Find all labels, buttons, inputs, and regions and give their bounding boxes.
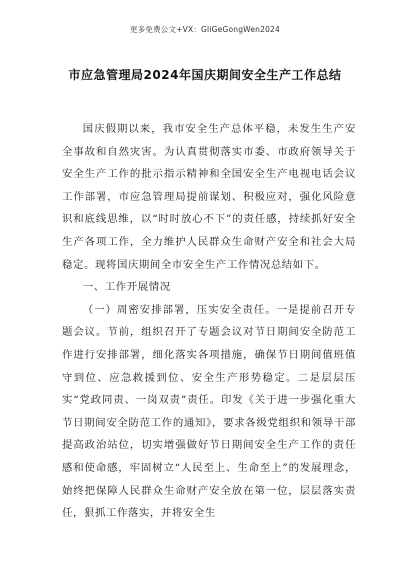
header-note: 更多免费公文+VX：GliGeGongWen2024 <box>129 25 280 34</box>
body-paragraph: （一）周密安排部署，压实安全责任。一是提前召开专题会议。节前，组织召开了专题会议对节日期间安全防范工作进行安排部署，细化落实各项措施，确保节日期间值班值守到位、应急救援到位、安全生产形势稳定。二是层层压实“党政同责、一岗双责”责任。印发《关于进一步强化重大节日期间安全防范工作的通知》，要求各级党组织和领导干部提高政治站位，切实增强做好节日期间安全生产工作的责任感和使命感，牢固树立“人民至上、生命至上”的发展理念，始终把保障人民群众生命财产安全放在第一位，层层落实责任，狠抓工作落实，并将安全生 <box>62 303 356 520</box>
intro-paragraph: 国庆假期以来，我市安全生产总体平稳，未发生生产安全事故和自然灾害。为认真贯彻落实市委、市政府领导关于安全生产工作的批示指示精神和全国安全生产电视电话会议工作部署，市应急管理局提前谋划、积极应对，强化风险意识和底线思维，以“时时放心不下”的责任感，持续抓好安全生产各项工作，全力维护人民群众生命财产安全和社会大局稳定。现将国庆期间全市安全生产工作情况总结如下。 <box>62 123 356 271</box>
section-heading: 一、工作开展情况 <box>82 281 171 294</box>
document-title: 市应急管理局2024年国庆期间安全生产工作总结 <box>68 68 342 82</box>
document-body <box>62 118 356 525</box>
